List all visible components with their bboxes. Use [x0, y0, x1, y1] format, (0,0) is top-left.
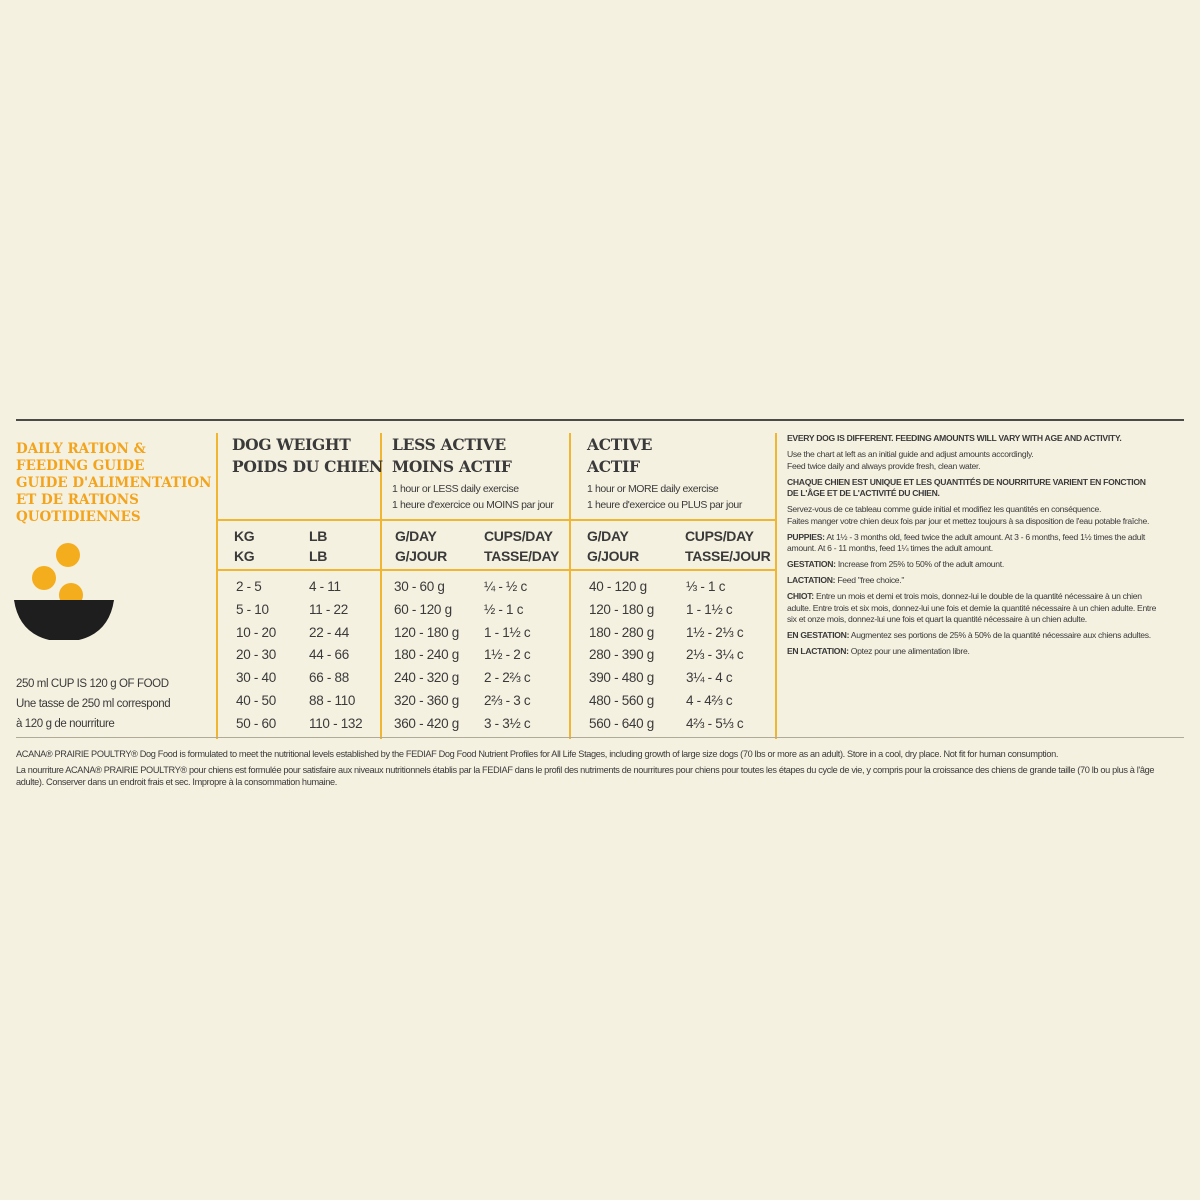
- active-header: [587, 434, 652, 478]
- table-cell: 3 - 3½ c: [484, 715, 531, 731]
- table-cell: 88 - 110: [309, 692, 356, 708]
- table-cell: 1½ - 2 c: [484, 647, 531, 663]
- cup-note-line: à 120 g de nourriture: [16, 718, 115, 730]
- notes-fr-body: [787, 504, 1182, 527]
- table-divider: [569, 433, 571, 739]
- table-cell: 40 - 120 g: [589, 579, 647, 594]
- guide-title-line: FEEDING GUIDE: [16, 458, 145, 474]
- active-cups-header-fr: TASSE/JOUR: [685, 548, 771, 564]
- table-cell: 10 - 20: [236, 624, 276, 640]
- table-cell: 60 - 120 g: [394, 601, 452, 617]
- guide-title-line: QUOTIDIENNES: [16, 509, 141, 525]
- notes-en-heading: EVERY DOG IS DIFFERENT. FEEDING AMOUNTS WILL VARY WITH AGE AND ACTIVITY.: [787, 433, 1122, 443]
- guide-title-line: GUIDE D'ALIMENTATION: [16, 475, 212, 491]
- table-cell: 280 - 390 g: [589, 647, 655, 663]
- table-cell: 2⅔ - 3 c: [484, 692, 531, 708]
- bottom-divider: [16, 737, 1184, 738]
- lb-header-fr: LB: [309, 548, 328, 564]
- footer-disclaimer: [16, 748, 1184, 792]
- gestation-text: Increase from 25% to 50% of the adult amount.: [837, 559, 1004, 569]
- notes-chiot: [787, 591, 1182, 626]
- dog-weight-title-en: DOG WEIGHT: [232, 435, 351, 454]
- less-g-header-en: G/DAY: [395, 528, 437, 544]
- table-cell: 4 - 4⅔ c: [686, 692, 733, 708]
- table-cell: 240 - 320 g: [394, 670, 460, 686]
- table-cell: 20 - 30: [236, 647, 276, 663]
- notes-en-lactation: [787, 646, 1182, 658]
- notes-en-gestation: [787, 630, 1182, 642]
- notes-lactation: [787, 575, 1182, 587]
- less-active-header: [392, 434, 512, 478]
- table-cell: 120 - 180 g: [394, 624, 460, 640]
- gestation-label: GESTATION:: [787, 559, 836, 569]
- table-cell: 1½ - 2⅓ c: [686, 624, 744, 640]
- active-title-en: ACTIVE: [587, 435, 653, 454]
- cup-note-line: Une tasse de 250 ml correspond: [16, 698, 171, 710]
- kg-header-en: KG: [234, 528, 255, 544]
- active-subtitle: [587, 481, 742, 513]
- table-cell: 66 - 88: [309, 670, 349, 686]
- notes-en-body-line: Feed twice daily and always provide fresh, clean water.: [787, 460, 981, 471]
- active-cups-header: [685, 526, 770, 566]
- footer-en: ACANA® PRAIRIE POULTRY® Dog Food is formulated to meet the nutritional levels established by the FEDIAF Dog Food Nutrient Profiles for All Life Stages, including growth of large size dogs (70 lbs or more as an adult). Store in a cool, dry place. Not fit for human consumption.: [16, 749, 1059, 759]
- table-divider: [216, 569, 777, 571]
- table-divider: [216, 519, 777, 521]
- chiot-text: adulte. Entre trois et six mois, donnez-lui une fois et demie la quantité nécessaire à un chien adulte. Entre: [787, 602, 1157, 613]
- notes-fr-heading-line: DE L'ÂGE ET DE L'ACTIVITÉ DU CHIEN.: [787, 488, 940, 498]
- table-cell: 11 - 22: [309, 601, 348, 617]
- table-cell: 40 - 50: [236, 692, 276, 708]
- active-g-column: [589, 576, 654, 736]
- table-cell: 4⅔ - 5⅓ c: [686, 715, 744, 731]
- notes-en-body-line: Use the chart at left as an initial guide and adjust amounts accordingly.: [787, 449, 1034, 459]
- notes-gestation: [787, 559, 1182, 571]
- notes-puppies: [787, 532, 1182, 555]
- guide-title-line: ET DE RATIONS: [16, 492, 139, 508]
- table-cell: 560 - 640 g: [589, 715, 655, 731]
- dog-weight-header: [232, 434, 383, 478]
- puppies-label: PUPPIES:: [787, 531, 825, 542]
- cup-conversion-note: [16, 674, 216, 734]
- table-divider: [380, 433, 382, 739]
- en-gestation-text: Augmentez ses portions de 25% à 50% de la quantité nécessaire aux chiens adultes.: [850, 630, 1151, 640]
- table-cell: ⅓ - 1 c: [686, 579, 726, 594]
- chiot-text: Entre un mois et demi et trois mois, donnez-lui le double de la quantité nécessaire à un chien: [815, 591, 1142, 601]
- table-cell: 50 - 60: [236, 715, 276, 731]
- dog-weight-title-fr: POIDS DU CHIEN: [232, 457, 383, 476]
- en-gestation-label: EN GESTATION:: [787, 630, 850, 640]
- less-active-sub-fr: 1 heure d'exercice ou MOINS par jour: [392, 499, 554, 511]
- lactation-label: LACTATION:: [787, 575, 836, 585]
- less-g-column: [394, 576, 459, 736]
- chiot-text: six et onze mois, donnez-lui une fois et quart la quantité nécessaire à un chien adulte.: [787, 614, 1087, 624]
- kg-header: [234, 526, 254, 566]
- puppies-text: At 1½ - 3 months old, feed twice the adult amount. At 3 - 6 months, feed 1½ times the adult: [826, 531, 1145, 542]
- guide-title-line: DAILY RATION &: [16, 441, 146, 457]
- table-cell: 1 - 1½ c: [686, 601, 733, 617]
- kg-header-fr: KG: [234, 548, 255, 564]
- less-cups-header-en: CUPS/DAY: [484, 528, 553, 544]
- table-cell: 44 - 66: [309, 647, 349, 663]
- table-cell: 480 - 560 g: [589, 692, 655, 708]
- active-sub-fr: 1 heure d'exercice ou PLUS par jour: [587, 499, 742, 511]
- notes-fr-heading: [787, 477, 1182, 500]
- cup-note-line: 250 ml CUP IS 120 g OF FOOD: [16, 678, 169, 690]
- table-cell: 2 - 5: [236, 579, 262, 594]
- table-cell: 1 - 1½ c: [484, 624, 531, 640]
- table-cell: 3¼ - 4 c: [686, 670, 733, 686]
- active-cups-header-en: CUPS/DAY: [685, 528, 754, 544]
- notes-en-body: [787, 449, 1182, 472]
- active-title-fr: ACTIF: [587, 457, 640, 476]
- table-cell: 2 - 2⅔ c: [484, 670, 531, 686]
- less-active-subtitle: [392, 481, 554, 513]
- lactation-text: Feed "free choice.": [837, 575, 905, 585]
- active-sub-en: 1 hour or MORE daily exercise: [587, 483, 719, 495]
- less-cups-header: [484, 526, 559, 566]
- lb-header: [309, 526, 327, 566]
- table-cell: 120 - 180 g: [589, 601, 655, 617]
- kg-column: [236, 576, 276, 736]
- active-g-header-en: G/DAY: [587, 528, 629, 544]
- footer-fr: La nourriture ACANA® PRAIRIE POULTRY® pour chiens est formulée pour satisfaire aux niveaux nutritionnels établis par la FEDIAF dans le profil des nutriments de nourritures pour chiens pour toutes les étapes du cycle de vie, y compris pour la croissance des chiens de grande taille (70 lb ou plus à l'âge adulte). Conserver dans un endroit frais et sec. Impropre à la consommation humaine.: [16, 765, 1155, 787]
- table-cell: ¼ - ½ c: [484, 579, 527, 594]
- table-cell: 180 - 240 g: [394, 647, 460, 663]
- less-active-sub-en: 1 hour or LESS daily exercise: [392, 483, 519, 495]
- notes-fr-body-line: Servez-vous de ce tableau comme guide initial et modifiez les quantités en conséquence.: [787, 504, 1102, 514]
- chiot-label: CHIOT:: [787, 591, 814, 601]
- active-g-header: [587, 526, 639, 566]
- food-bowl-icon: [10, 540, 120, 640]
- table-cell: 110 - 132: [309, 715, 363, 731]
- table-cell: ½ - 1 c: [484, 601, 524, 617]
- table-cell: 180 - 280 g: [589, 624, 655, 640]
- active-cups-column: [686, 576, 743, 736]
- feeding-notes: [787, 433, 1182, 662]
- table-cell: 390 - 480 g: [589, 670, 655, 686]
- table-divider: [216, 433, 218, 739]
- less-cups-header-fr: TASSE/DAY: [484, 548, 560, 564]
- notes-fr-heading-line: CHAQUE CHIEN EST UNIQUE ET LES QUANTITÉS DE NOURRITURE VARIENT EN FONCTION: [787, 476, 1146, 487]
- notes-fr-body-line: Faites manger votre chien deux fois par jour et mettez toujours à sa disposition de l'eau potable fraîche.: [787, 515, 1150, 526]
- en-lactation-label: EN LACTATION:: [787, 646, 849, 656]
- table-cell: 4 - 11: [309, 579, 341, 594]
- table-cell: 30 - 60 g: [394, 579, 445, 594]
- less-active-title-en: LESS ACTIVE: [392, 435, 506, 454]
- table-cell: 2⅓ - 3¼ c: [686, 647, 744, 663]
- lb-header-en: LB: [309, 528, 328, 544]
- table-cell: 320 - 360 g: [394, 692, 460, 708]
- table-cell: 22 - 44: [309, 624, 349, 640]
- en-lactation-text: Optez pour une alimentation libre.: [850, 646, 970, 656]
- table-cell: 5 - 10: [236, 601, 269, 617]
- puppies-text: amount. At 6 - 11 months, feed 1¼ times the adult amount.: [787, 543, 993, 553]
- active-g-header-fr: G/JOUR: [587, 548, 639, 564]
- less-g-header: [395, 526, 447, 566]
- top-divider: [16, 419, 1184, 421]
- table-cell: 360 - 420 g: [394, 715, 460, 731]
- table-divider: [775, 433, 777, 739]
- table-cell: 30 - 40: [236, 670, 276, 686]
- lb-column: [309, 576, 362, 736]
- less-cups-column: [484, 576, 530, 736]
- less-active-title-fr: MOINS ACTIF: [392, 457, 512, 476]
- less-g-header-fr: G/JOUR: [395, 548, 447, 564]
- guide-title: [16, 441, 216, 526]
